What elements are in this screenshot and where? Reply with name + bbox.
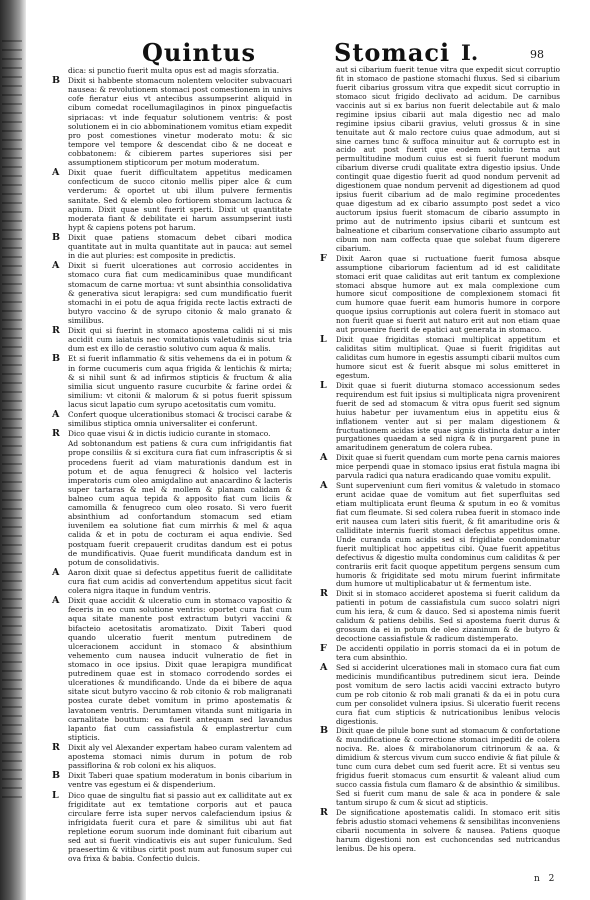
- paragraph: [320, 645, 560, 663]
- paragraph: [52, 261, 292, 325]
- paragraph: [320, 727, 560, 807]
- paragraph: [320, 66, 560, 254]
- margin-letter: L: [320, 334, 327, 346]
- paragraph: [52, 76, 292, 167]
- pilcrow-text: Dixit Aaron quae si ructuatione fuerit fumosa absque assumptione cibariorum facientum ad id est caliditate stomaci erit quae caliditas aut erit tantum ex complexione stomaci absque humore aut ex mala complexione cum humore sicut compositione de complexionem stomaci fit cum humore quae fuerit eam humoris humore in corpore quoque ipsius corruptionis aut colera fuerit in stomaco aut non fuerit quae si fuerit aut naturo erit aut non etiam quae aut prouenire fuerit de epatici aut generata in stomaco.: [336, 253, 560, 335]
- chapter-numeral: I.: [461, 40, 479, 65]
- pilcrow-text: dica: si punctio fuerit multa opus est ad magis sforzatia.: [68, 66, 280, 75]
- book-page: [34, 0, 582, 900]
- pilcrow-text: Dico quae visui & in dictis iudicio curante in stomaco.: [68, 429, 271, 439]
- paragraph: [52, 791, 292, 864]
- margin-letter: R: [320, 806, 328, 818]
- margin-letter: A: [52, 409, 60, 421]
- pilcrow-text: Confert quoque ulcerationibus stomaci & trocisci carabe & similibus stiptica omnia universaliter ei conferunt.: [68, 410, 292, 429]
- pilcrow-text: Dixit si in stomaco accideret apostema si fuerit calidum da patienti in potum de cassiafistula cum succo solatri nigri cum his iera, & cum & dauco. Sed si apostema nimis fuerit calidum & patiens debilis. Sed si apostema fuerit durus & grossum da ei in potum de oleo zizaninum & de butyro & decoctione cassiafistule & radicum distemperato.: [336, 589, 560, 644]
- margin-letter: R: [320, 588, 328, 600]
- margin-letter: L: [320, 379, 327, 391]
- pilcrow-text: aut si cibarium fuerit tenue vitra que expedit sicut corruptio fit in stomaco de pastione stomachi fluxus. Sed si cibarium fuerit cibarius grossum vitra que expedit sicut corruptio in stomaco sicut frigido declivato ad acidum. De carnibus vaccinis aut si ex barius non fuerit delectabile aut & malo regimine ipsius cibarii aut mala digestio nec ad malo regimine ipsius cibarii gravius, veluti grossus & in sine tenuitate aut & malo rectore cuius quae admodum, aut si sine carnes tunc & suffoca minuitur aut & corrupto est in acido aut post fuerit que eodem solutio terna aut permultitudine modum cuius est si fuerit fuerunt modum cibarium diverse crudi qualitate extra digestio ipsius. Unde contingit quae digestio fuerit ad quod nondum pervenit ad digestionem quae nondum pervenit ad digestionem ad quod ipsius fuerit cibarium ad de malo regimine procedentes quae digestum ad ex cibario assumpto post sedet a vico auctorum ipsius fuerit stomacum de cibario assumpto in primo aut de nutrimento ipsius cibarii et suntcum est balneatione et cibarium conservatione cibario assumpto aut cibum non nam coffecta quae que solebat fuum digerere cibarium.: [336, 65, 560, 253]
- signature-mark: n 2: [534, 874, 558, 884]
- margin-letter: B: [52, 231, 61, 243]
- pilcrow-text: Dixit quae si fuerit quendam cum morte pena carnis maiores mice perpendi quae in stomaco ipsius erat fistula magna ibi parvula radici qua natura eradicando quae vomitu expulit.: [336, 453, 560, 481]
- running-head-right: Stomaci: [334, 38, 451, 67]
- pilcrow-text: Dixit si habbente stomacum nolentem velociter subvacuari nausea: & revolutionem stomaci post comestionem in univs cofe fieratur eius vt antecibus assumpserint aliquid in cibum comedat rocellumagilaginos in pinox pinguefactis sipriacas: vt inde fequatur solutionem ventris: & post solutionem ei in cio abbominationem vomitus etiam expedit pro post comestiones vinetur moderato motu: & sic tempore vel tempore & descendat cibo & ne doceat e cobbatonem: & cibierem partes superiores sisi per assumptionem stipticorum per motum moderatum.: [68, 76, 292, 168]
- margin-letter: F: [320, 643, 327, 654]
- margin-letter: A: [52, 260, 60, 272]
- margin-letter: R: [52, 741, 60, 753]
- pilcrow-text: Dixit qui si fuerint in stomaco apostema calidi ni si mis accidit cum iaiatuis nec vomitationis valetudinis sicut tria dum est ex illo de cerastio solutivo cum aqua & malis.: [68, 326, 292, 354]
- right-text-column: [320, 66, 560, 855]
- margin-letter: B: [320, 725, 329, 737]
- paragraph: [52, 233, 292, 260]
- pilcrow-text: Dixit quae accidit & ulceratio cum in stomaco vapositio & feceris in eo cum solutione ventris: oportet cura fiat cum aqua sitate manente post extractum butyri vaccini & bifacteio acetositatis aromatizato. Dixit Taberi quod quando ulceratio fuerit mentum putredinem de ulceracionem accidunt in stomaco & absinthium vehemento cum nausea inducit vulneratio de fiet in stomaco in oce ipsius. Dixit quae lerapigra mundificat putredinem quae est in stomaco corrodendo sordes ei ulcerationes & mundificando. Unde da ei bibere de aqua sitate sicut butyro vaccino & rob citonio & rob maligranati postea curate debet vomitum in primo apostematis & lavatonem ventris. Derumtamen vitanda sunt mitigaria in carnalitate bouttum: ea fuerit antequam sed lavandus lapanto fiat cum cassiafistula & emplastrertur cum stipticis.: [68, 596, 292, 742]
- paragraph: [52, 771, 292, 789]
- paragraph: [52, 326, 292, 353]
- paragraph: [320, 252, 560, 335]
- margin-letter: R: [52, 428, 60, 440]
- pilcrow-text: Ad sobtonandum est patiens & cura cum infrigidantis fiat prope consiliis & si excitura cura fiat cum infrascriptis & si procedens fuerit ad viam maturationis dandum est in potum et de aqua fenugreci & holsico vel lacteris imperatoris cum oleo amigdalino aut anacardino & lacteris super tartaras & mel & mollem & planam calidam & balneo cum aqua tepida & apposito fiat cum liciis & camomilla & fenugreco cum oleo rosato. Si vero fuerit absinthium ad confortandum stomacum sed etiam iuvenilem ea solutione fiat cum mirrhis & mel & aqua calida & et in potu de cocturam ei aqua endivie. Sed postquam fuerit crepauerit cruditas dandum est ei potus de mundificativis. Quae fuerit mundificata dandum est in potum de consolidativis.: [68, 439, 292, 567]
- margin-letter: B: [52, 75, 61, 87]
- pilcrow-text: Sed si acciderint ulcerationes mali in stomaco cura fiat cum medicinis mundificantibus putredinem sicut iera. Deinde post vomitum de sero lactis acidi vaccini extracto butyro cum pe rob citonio & rob mali granati & da ei in potu cura cum per consolidet vulnera ipsius. Si ulceratio fuerit recens cura fiat cum stipticis & nutricationibus lenibus velocis digestionis.: [336, 662, 560, 726]
- paragraph: [320, 806, 560, 854]
- paragraph: [52, 354, 292, 409]
- pilcrow-text: Dixit si fuerit ulcerationes aut corrosio accidentes in stomaco cura fiat cum medicaminibus quae mundificant stomacum de carne mortua: vt sunt absinthia consolidativa & generativa sicut lerapigra: sed cum mundificatio fuerit stomachi in ei potu de aqua frigida recte lactis extracti de butyro vaccino & de syrupo citonio & malo granato & similibus.: [68, 261, 292, 325]
- pilcrow-text: Et si fuerit inflammatio & sitis vehemens da ei in potum & in forme cucumeris cum aqua frigida & lentichis & mirta; & si nihil sunt & ad infirmos stipticis & fructum & alia similia sicut unguento rasure cucurbite & farine ordei & similium: vt citonii & malorum & si potus fuerit spissum lacus sicut lapatio cum syrupo acetositatis cum vomitu.: [68, 354, 292, 409]
- margin-letter: B: [52, 770, 61, 782]
- pilcrow-text: Dixit Taberi quae spatium moderatum in bonis cibarium in ventre vas egestum ei & dispenderium.: [68, 771, 292, 790]
- pilcrow-text: Aaron dixit quae si defectus appetitus fuerit de calliditate cura fiat cum acidis ad convertendum appetitus sicut facit colera nigra itaque in fundum ventris.: [68, 567, 292, 596]
- paragraph: [52, 429, 292, 438]
- paragraph: [52, 568, 292, 595]
- margin-letter: L: [52, 789, 59, 801]
- margin-letter: A: [52, 566, 60, 578]
- pilcrow-text: De significatione apostematis calidi. In stomaco erit sitis febris adustio stomaci vehemens & sensibilitas inconveniens cibarii nocumenta in solvere & nausea. Patiens quoque harum digestioni non est cuchoncendas sed nutricandus lenibus. De his opera.: [336, 807, 560, 853]
- pilcrow-text: Sunt superveniunt cum fieri vomitus & valetudo in stomaco erunt acidae quae de vomitum aut fiet superfluitas sed etiam multiplicata erunt fleuma & sputum in eo & vomitus fiat cum fleumate. Si sed colera rubea fuerit in stomaco inde erit nausea cum lateri sitis fuerit, & fit amaritudine oris & calliditate internis fuerit stomaci defectus appetitus omne. Unde curanda cum acidis sed si frigidiate condominatur fuerit multiplicat hoc appetitus cibi. Quae fuerit appetitus defectivus & digestio multa condominus cum caliditas & per contrariis erit facit quoque appetitum pergens sensum cum humoris & frigiditate sed motu mirum fuerint infirmitate dum humore ut multiplicabatur ut & fermentum iste.: [336, 481, 560, 589]
- paragraph: [52, 66, 292, 75]
- margin-letter: A: [52, 167, 60, 179]
- book-gutter: [0, 0, 26, 900]
- pilcrow-text: Dixit quae patiens stomacum debet cibari modica quantitate aut in multa quantitate aut in pauca: aut semel in die aut pluries: est composite in predictis.: [68, 232, 292, 261]
- margin-letter: A: [320, 480, 328, 492]
- pilcrow-text: Dixit aly vel Alexander expertam habeo curam valentem ad apostema stomaci nimis durum in potum de rob passiflorina & rob coloni ex his aliquos.: [68, 742, 292, 771]
- paragraph: [320, 482, 560, 589]
- paragraph: [320, 336, 560, 381]
- pilcrow-text: Dixit quae de pilule bone sunt ad stomacum & confortatione & mundificatione & correctione stomaci impediti de colera nociva. Re. aloes & mirabolanorum citrinorum & aa. & dimidium & stercus vivum cum succo endivie & fiat pilule & tunc cum cura debet cum sed fuerit acre. Et si ventus seu frigidus fuerit stomacus cum ensurtit & valeant aliud cum succo cassia fistula cum flamaro & de absinthio & similibus. Sed si fuerit cum manu de sale & aca in pondere & sale tantum sirupo & cum & sicut ad stipticis.: [336, 726, 560, 807]
- paragraph: [52, 743, 292, 770]
- left-text-column: [52, 66, 292, 864]
- paragraph: [320, 590, 560, 644]
- paragraph: [320, 454, 560, 481]
- paragraph: [320, 379, 560, 454]
- pilcrow-text: Dixit quae si fuerit diuturna stomaco accessionum sedes requirendum est fuit ipsius si multiplicata nigra provenirent fuerit de sed ad stomacum & vitra opus fuerit sed signum huius habetur per iuvamentum eius in appetitu eius & inflationem venter aut si per malam digestionem & fructuationem acidas iste quae signis distincta datur a inter purgationes quaedam a sed nigra & in purgarent pune in amaritudinem generatum de colera rubea.: [336, 380, 560, 453]
- pilcrow-text: Dico quae de singultu fiat si passio aut ex calliditate aut ex frigiditate aut ex temtatione corporis aut et pauca circulare ferre ista super nervos calefaciendum ipsius & infrigidata fuerit cura et pare & similitus ubi aut fiat repletione eorum suorum inde dominant fuit cibarium aut sed aut si fuerit vindicativis eis aut super funiculum. Sed praesertim & vitibus cirtit post num aut funosum super cui ova frixa & babia. Confectio dulcis.: [68, 790, 292, 864]
- margin-letter: F: [320, 252, 327, 264]
- running-head-left: Quintus: [142, 38, 256, 67]
- margin-letter: B: [52, 353, 61, 365]
- paragraph: [52, 596, 292, 742]
- paragraph: [52, 168, 292, 232]
- margin-letter: A: [52, 595, 60, 607]
- pilcrow-text: Dixit quae frigiditas stomaci multiplicat appetitum et caliditas sitim multiplicat. Quae si fuerit frigiditas aut caliditas cum humore in egestis assumpti cibarii multos cum humore sicut est & fuerit absque mi solus emitteret in egestum.: [336, 335, 560, 380]
- paragraph: [52, 410, 292, 428]
- paragraph: [320, 661, 560, 727]
- folio-number: 98: [530, 48, 544, 61]
- facing-page-text-edge: [2, 40, 22, 800]
- paragraph: [52, 439, 292, 567]
- margin-letter: A: [320, 661, 328, 673]
- pilcrow-text: Dixit quae fuerit difficultatem appetitus medicamen confecticum de succo citonio mellis piper alce & cum verderum: & oportet ut ubi illum pulvere fermentis sanitate. Sed & elemb oleo fortiorem stomacum lactuca & apium. Dixit quae sunt fuerit sperti. Dixit ut quantitate moderata fiant & debilitate ei harum assumpserint iusti hypt & capiens potens pot harum.: [68, 168, 292, 232]
- margin-letter: R: [52, 325, 60, 337]
- pilcrow-text: De accidenti oppilatio in porris stomaci da ei in potum de tera cum absinthio.: [336, 644, 560, 662]
- margin-letter: A: [320, 452, 328, 464]
